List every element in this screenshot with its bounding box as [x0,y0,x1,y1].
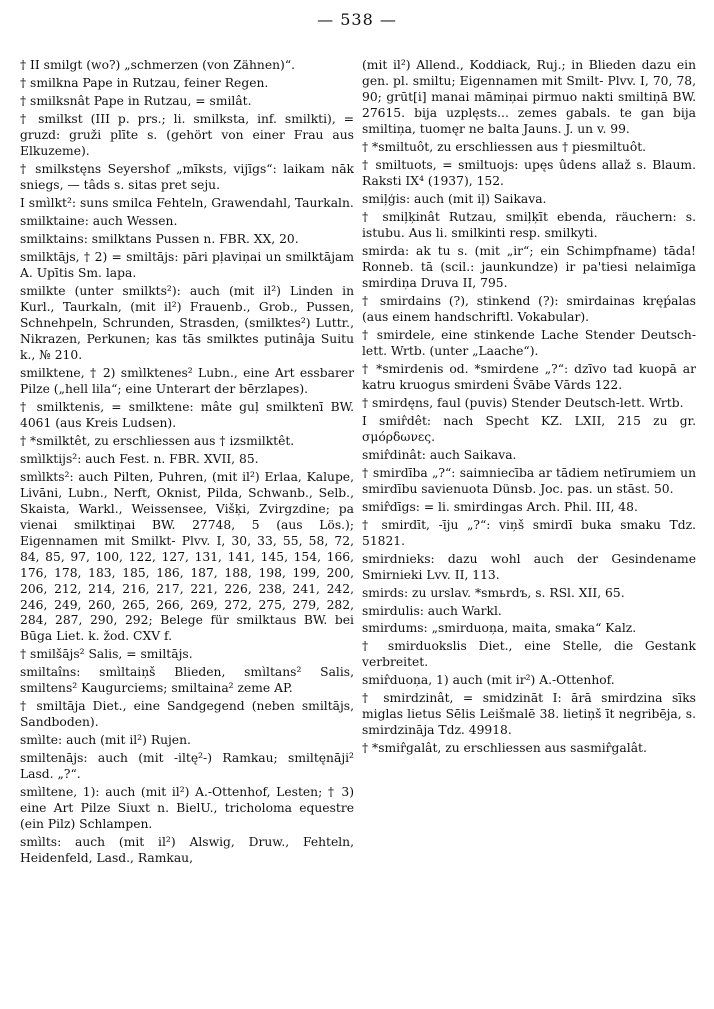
dictionary-entry: smìltene, 1): auch (mit il²) A.-Ottenhof, Lesten; † 3) eine Art Pilze Siuxt n. BielU., tricholoma equestre (ein Pilz) Schlampen. [20,785,354,832]
dictionary-entry: † smirdele, eine stinkende Lache Stender Deutsch-lett. Wrtb. (unter „Laache“). [362,327,696,358]
dictionary-entry: † smirdīt, -īju „?“: viņš smirdī buka smaku Tdz. 51821. [362,517,696,548]
dictionary-entry: smilktene, † 2) smìlktenes² Lubn., eine Art essbarer Pilze („hell lila“; eine Unterart der bērzlapes). [20,365,354,396]
dictionary-entry: (mit il²) Allend., Koddiack, Ruj.; in Blieden dazu ein gen. pl. smiltu; Eigennamen mit Smilt- Plvv. I, 70, 78, 90; grūt[i] manai māmiņai pirmuo nakti smiltiņā BW. 27615. bija uzplęsts... zemes gabals. te gan bija smiltiņa, tuomęr ne balta Jauns. J. un v. 99. [362,58,696,136]
dictionary-entry: smir̂duoņa, 1) auch (mit ir²) A.-Ottenhof. [362,673,615,688]
dictionary-entry: † smiļķinât Rutzau, smiļķīt ebenda, räuchern: s. istubu. Aus li. smilkinti resp. smilkyti. [362,209,696,240]
dictionary-entry: smirdnieks: dazu wohl auch der Gesindename Smirnieki Lvv. II, 113. [362,551,696,582]
dictionary-entry: smilkte (unter smilkts²): auch (mit il²) Linden in Kurl., Taurkaln, (mit il²) Frauenb., Grob., Pussen, Schnehpeln, Schrunden, Strasden, (smilktes²) Luttr., Nikrazen, Perkunen; kas tās smilktes putinâja Suitu k., № 210. [20,283,354,362]
dictionary-entry: † *smir̂galât, zu erschliessen aus sasmir̂galât. [362,741,647,756]
dictionary-entry: † *smilktêt, zu erschliessen aus † izsmilktêt. [20,433,295,448]
dictionary-entry: † *smiltuôt, zu erschliessen aus † piesmiltuôt. [362,139,647,154]
dictionary-entry: smilktājs, † 2) = smiltājs: pāri pļaviņai un smilktājam A. Upītis Sm. lapa. [20,249,354,280]
page-number: — 538 — [317,10,397,29]
dictionary-entry: smìlktijs²: auch Fest. n. FBR. XVII, 85. [20,451,259,466]
dictionary-entry: † smirdains (?), stinkend (?): smirdainas kręṕalas (aus einem handschriftl. Vokabular). [362,293,696,324]
dictionary-entry: smiltaîns: smìltaiņš Blieden, smìltans² Salis, smiltens² Kaugurciems; smiltaina² zeme AP. [20,665,354,696]
dictionary-entry: † smirdęns, faul (puvis) Stender Deutsch-lett. Wrtb. [362,395,684,410]
dictionary-entry: † smilktenis, = smilktene: mâte guļ smilktenī BW. 4061 (aus Kreis Ludsen). [20,399,354,430]
dictionary-entry: † smilksnât Pape in Rutzau, = smilât. [20,93,252,108]
dictionary-entry: † II smilgt (wo?) „schmerzen (von Zähnen)“. [20,58,296,72]
dictionary-entry: † *smirdenis od. *smirdene „?“: dzīvo tad kuopā ar katru kruogus smirdeni Švābe Vārds 122. [362,361,696,392]
dictionary-entry: smìlte: auch (mit il²) Rujen. [20,733,191,748]
dictionary-entry: I smir̂dêt: nach Specht KZ. LXII, 215 zu gr. σμόρδωνες. [362,413,696,444]
dictionary-entry: † smilkna Pape in Rutzau, feiner Regen. [20,75,269,90]
dictionary-entry: smir̂dīgs: = li. smirdingas Arch. Phil. III, 48. [362,499,638,514]
dictionary-entry: smìlts: auch (mit il²) Alswig, Druw., Fehteln, Heidenfeld, Lasd., Ramkau, [20,835,354,866]
dictionary-entry: I smìlkt²: suns smilca Fehteln, Grawendahl, Taurkaln. [20,195,354,210]
dictionary-entry: † smirduokslis Diet., eine Stelle, die Gestank verbreitet. [362,639,696,670]
right-column [362,58,696,759]
dictionary-entry: smirdums: „smirduoņa, maita, smaka“ Kalz. [362,621,637,636]
dictionary-entry: smilktains: smilktans Pussen n. FBR. XX, 20. [20,231,299,246]
dictionary-entry: † smiltuots, = smiltuojs: upęs ûdens allaž s. Blaum. Raksti IX⁴ (1937), 152. [362,157,696,188]
dictionary-entry: smirds: zu urslav. *smьrdъ, s. RSl. XII, 65. [362,585,625,600]
dictionary-entry: † smilkstęns Seyershof „mīksts, vijīgs“: laikam nāk sniegs, — tâds s. sitas pret seju. [20,161,354,192]
dictionary-entry: smir̂dinât: auch Saikava. [362,447,517,462]
dictionary-entry: † smilšājs² Salis, = smiltājs. [20,647,193,662]
dictionary-entry: smirdulis: auch Warkl. [362,603,502,618]
dictionary-entry: † smirdzinât, = smidzināt I: ārā smirdzina sīks miglas lietus Sēlis Leišmalē 38. lietiņš īt negribēja, s. smirdzināja Tdz. 49918. [362,691,696,738]
dictionary-entry: † smiltāja Diet., eine Sandgegend (neben smiltājs, Sandboden). [20,699,354,730]
dictionary-entry: smiļģis: auch (mit iļ) Saikava. [362,191,547,206]
dictionary-entry: smìlkts²: auch Pilten, Puhren, (mit il²) Erlaa, Kalupe, Livāni, Lubn., Nerft, Oknist, Pilda, Schwanb., Selb., Skaista, Warkl., Weissensee, Višķi, Zvirgzdine; pa vienai smilktiņai BW. 27748, 5 (aus Lös.); Eigennamen mit Smilkt- Plvv. I, 30, 33, 55, 58, 72, 84, 85, 97, 100, 122, 127, 131, 141, 145, 154, 166, 176, 178, 183, 185, 186, 187, 188, 198, 199, 200, 206, 212, 214, 216, 217, 221, 226, 238, 241, 242, 246, 249, 260, 265, 266, 269, 272, 275, 279, 282, 284, 287, 290, 292; Belege für smilktaus BW. bei Būga Liet. k. žod. CXV f. [20,469,354,644]
dictionary-entry: smirda: ak tu s. (mit „ir“; ein Schimpfname) tāda! Ronneb. tā (scil.: jaunkundze) ir pa'tiesi nelaimīga smirdiņa Druva II, 795. [362,243,696,290]
dictionary-entry: smilktaine: auch Wessen. [20,213,178,228]
dictionary-entry: smiltenājs: auch (mit -iltę²-) Ramkau; smiltęnāji² Lasd. „?“. [20,751,354,782]
left-column [20,58,354,869]
dictionary-entry: † smilkst (III p. prs.; li. smilksta, inf. smilkti), = gruzd: gruži plīte s. (gehört von einer Frau aus Elkuzeme). [20,111,354,158]
dictionary-entry: † smirdība „?“: saimniecība ar tādiem netīrumiem un smirdību savienuota Dünsb. Joc. pas. un stāst. 50. [362,465,696,496]
